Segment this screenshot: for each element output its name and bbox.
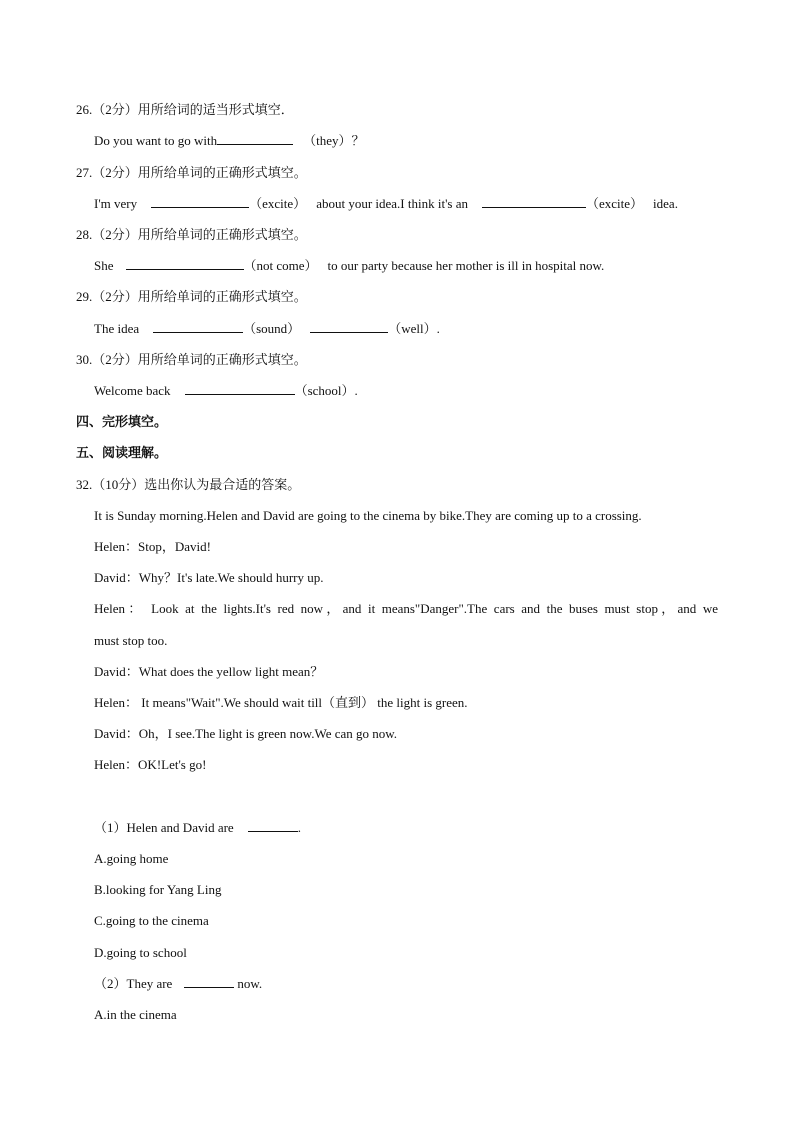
question-27-text-a: I'm very xyxy=(94,196,138,211)
question-26-hint: （they）？ xyxy=(303,133,365,148)
question-27-hint-a: （excite） xyxy=(249,196,307,211)
sub-question-1-end: . xyxy=(297,820,301,835)
answer-blank[interactable] xyxy=(153,320,243,333)
answer-blank[interactable] xyxy=(185,382,295,395)
section-cloze-heading: 四、完形填空。 xyxy=(76,414,168,429)
option-c[interactable]: C.going to the cinema xyxy=(94,913,209,928)
answer-blank[interactable] xyxy=(217,132,293,145)
question-29-text: The idea xyxy=(94,321,140,336)
passage-line: Helen： Look at the lights.It's red now，and it means"Danger".The cars and the buses must stop，and we xyxy=(94,601,718,616)
option-a[interactable]: A.in the cinema xyxy=(94,1007,177,1022)
answer-blank[interactable] xyxy=(248,819,298,832)
passage-line: It is Sunday morning.Helen and David are going to the cinema by bike.They are coming up to a crossing. xyxy=(94,508,642,523)
answer-blank[interactable] xyxy=(184,975,234,988)
question-30-hint: （school）. xyxy=(294,383,358,398)
sub-question-2-text: （2）They are xyxy=(94,976,173,991)
question-29-body xyxy=(94,320,440,338)
answer-blank[interactable] xyxy=(310,320,388,333)
sub-question-1-stem xyxy=(94,819,301,837)
passage-line: Helen：Stop，David! xyxy=(94,539,211,554)
question-32-heading: 32.（10分）选出你认为最合适的答案。 xyxy=(76,477,301,492)
option-d[interactable]: D.going to school xyxy=(94,945,187,960)
question-30-body xyxy=(94,382,358,400)
question-28-text-a: She xyxy=(94,258,114,273)
question-27-body xyxy=(94,195,678,213)
question-28-hint: （not come） xyxy=(243,258,318,273)
question-27-heading: 27.（2分）用所给单词的正确形式填空。 xyxy=(76,165,307,180)
sub-question-2-stem xyxy=(94,975,262,993)
question-29-hint-b: （well）. xyxy=(388,321,440,336)
answer-blank[interactable] xyxy=(126,257,244,270)
question-28-text-b: to our party because her mother is ill in hospital now. xyxy=(327,258,605,273)
question-26-text: Do you want to go with xyxy=(94,133,218,148)
answer-blank[interactable] xyxy=(482,195,586,208)
question-28-heading: 28.（2分）用所给单词的正确形式填空。 xyxy=(76,227,307,242)
passage-line: Helen：OK!Let's go! xyxy=(94,757,207,772)
option-b[interactable]: B.looking for Yang Ling xyxy=(94,882,222,897)
passage-line: David：Oh，I see.The light is green now.We can go now. xyxy=(94,726,398,741)
question-29-hint-a: （sound） xyxy=(243,321,301,336)
question-29-heading: 29.（2分）用所给单词的正确形式填空。 xyxy=(76,289,307,304)
question-28-body xyxy=(94,257,604,275)
section-reading-heading: 五、阅读理解。 xyxy=(76,445,168,460)
passage-line: Helen： It means"Wait".We should wait till（直到） the light is green. xyxy=(94,695,468,710)
passage-line: must stop too. xyxy=(94,633,168,648)
question-26-body xyxy=(94,132,365,150)
passage-line: David：What does the yellow light mean？ xyxy=(94,664,324,679)
sub-question-1-text: （1）Helen and David are xyxy=(94,820,234,835)
question-30-text: Welcome back xyxy=(94,383,171,398)
answer-blank[interactable] xyxy=(151,195,249,208)
question-30-heading: 30.（2分）用所给单词的正确形式填空。 xyxy=(76,352,307,367)
question-27-text-b: about your idea.I think it's an xyxy=(316,196,468,211)
passage-line: David：Why？It's late.We should hurry up. xyxy=(94,570,324,585)
question-27-hint-b: （excite） xyxy=(586,196,644,211)
question-27-text-c: idea. xyxy=(653,196,678,211)
question-26-heading: 26.（2分）用所给词的适当形式填空． xyxy=(76,102,294,117)
sub-question-2-end: now. xyxy=(237,976,263,991)
option-a[interactable]: A.going home xyxy=(94,851,169,866)
